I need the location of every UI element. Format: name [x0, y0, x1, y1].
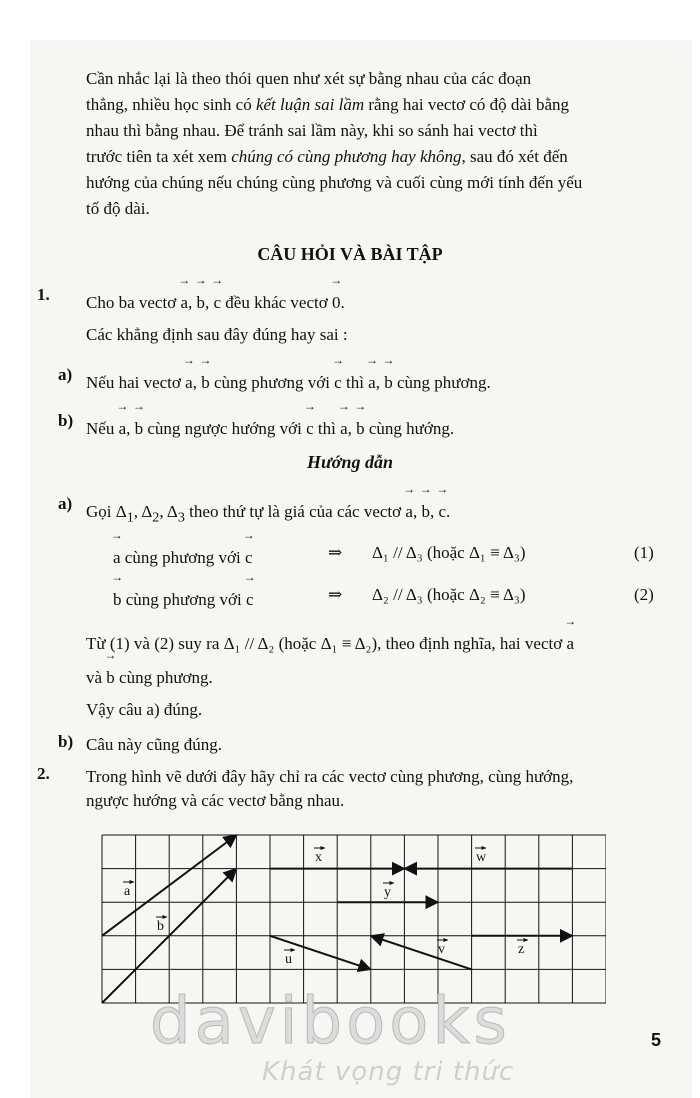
- watermark-logo: davibooks: [150, 985, 511, 1059]
- intro-line: trước tiên ta xét xem chúng có cùng phương hay không, sau đó xét đến: [86, 147, 568, 166]
- vector-label-u: u: [285, 952, 292, 967]
- intro-line: Cần nhắc lại là theo thói quen như xét sự bằng nhau của các đoạn: [86, 69, 532, 88]
- vector-grid-figure: [100, 833, 606, 1005]
- guide-line-2-result: Δ₂ // Δ₃ (hoặc Δ₂ ≡ Δ₃): [372, 585, 526, 604]
- guide-a-text: Gọi $\Delta_1$, $\Delta_2$, $\Delta_3$ theo thứ tự là giá của các vectơ → a, → b, → c.: [86, 494, 450, 530]
- guide-conclusion: và → b cùng phương.: [86, 660, 213, 691]
- watermark-slogan: Khát vọng tri thức: [262, 1057, 515, 1087]
- vector-label-z: z: [518, 942, 525, 957]
- guide-conclusion: Vậy câu a) đúng.: [86, 700, 203, 719]
- item-label: a): [58, 365, 73, 384]
- vector-label-v: v: [438, 942, 445, 957]
- intro-line: tố độ dài.: [86, 199, 150, 218]
- implies-arrow: ⇒: [328, 585, 343, 604]
- vector-label-w: w: [476, 850, 487, 865]
- vector-v: [371, 936, 472, 970]
- implies-arrow: ⇒: [328, 543, 343, 562]
- item-label: a): [58, 494, 73, 513]
- guide-conclusion: Từ (1) và (2) suy ra Δ₁ // Δ₂ (hoặc Δ₁ ≡ Δ₂), theo định nghĩa, hai vectơ → a: [86, 626, 574, 657]
- question-number: 1.: [37, 285, 50, 304]
- vector-label-y: y: [384, 885, 391, 900]
- intro-line: nhau thì bằng nhau. Để tránh sai lầm này, khi so sánh hai vectơ thì: [86, 121, 538, 140]
- vector-label-x: x: [315, 850, 322, 865]
- intro-line: thẳng, nhiều học sinh có kết luận sai lầm rằng hai vectơ có độ dài bằng: [86, 95, 569, 114]
- section-title: CÂU HỎI VÀ BÀI TẬP: [257, 244, 443, 264]
- intro-line: hướng của chúng nếu chúng cùng phương và cuối cùng mới tính đến yếu: [86, 173, 583, 192]
- guide-line-1: → a cùng phương với → c: [113, 540, 253, 571]
- question-2-text: ngược hướng và các vectơ bằng nhau.: [86, 791, 345, 810]
- claim-b: Nếu → a, → b cùng ngược hướng với → c thì → a, → b cùng hướng.: [86, 411, 454, 442]
- question-1-claim: Các khẳng định sau đây đúng hay sai :: [86, 325, 348, 344]
- question-number: 2.: [37, 764, 50, 783]
- equation-number: (1): [634, 543, 654, 562]
- guide-title: Hướng dẫn: [307, 452, 393, 472]
- claim-a: Nếu hai vectơ → a, → b cùng phương với → c thì → a, → b cùng phương.: [86, 365, 491, 396]
- guide-b-text: Câu này cũng đúng.: [86, 735, 222, 754]
- question-2-text: Trong hình vẽ dưới đây hãy chỉ ra các vectơ cùng phương, cùng hướng,: [86, 767, 574, 786]
- guide-line-2: → b cùng phương với → c: [113, 582, 254, 613]
- vector-label-a: a: [124, 884, 131, 899]
- item-label: b): [58, 411, 74, 430]
- question-1-text: Cho ba vectơ → a, → b, → c đều khác vectơ → 0.: [86, 285, 345, 316]
- equation-number: (2): [634, 585, 654, 604]
- guide-line-1-result: Δ₁ // Δ₃ (hoặc Δ₁ ≡ Δ₃): [372, 543, 526, 562]
- item-label: b): [58, 732, 74, 751]
- page-number: 5: [651, 1030, 662, 1050]
- vector-label-b: b: [157, 919, 164, 934]
